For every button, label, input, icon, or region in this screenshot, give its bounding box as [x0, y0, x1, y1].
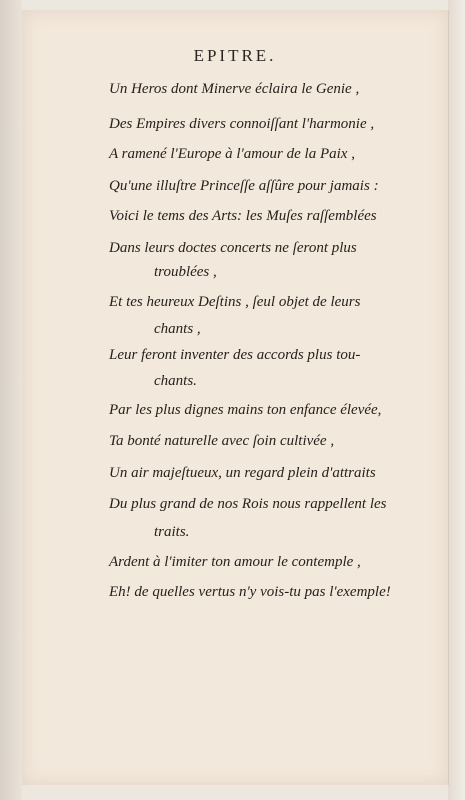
- page-edge: [448, 0, 465, 800]
- verse-line: Voici le tems des Arts: les Muſes raſſemblées: [109, 208, 377, 224]
- book-page: [22, 10, 449, 785]
- verse-line-continuation: chants.: [154, 373, 197, 389]
- verse-line: Et tes heureux Deſtins , ſeul objet de leurs: [109, 294, 361, 310]
- verse-line: Un air majeſtueux, un regard plein d'attraits: [109, 465, 376, 481]
- verse-line: A ramené l'Europe à l'amour de la Paix ,: [109, 146, 355, 162]
- verse-line: Un Heros dont Minerve éclaira le Genie ,: [109, 81, 360, 97]
- verse-line-continuation: chants ,: [154, 321, 201, 337]
- verse-line: Des Empires divers connoiſſant l'harmonie ,: [109, 116, 375, 132]
- verse-line-continuation: troublées ,: [154, 264, 217, 280]
- verse-line: Par les plus dignes mains ton enfance élevée,: [109, 402, 382, 418]
- verse-line: Ardent à l'imiter ton amour le contemple ,: [109, 554, 361, 570]
- verse-line-continuation: traits.: [154, 524, 190, 540]
- book-gutter: [0, 0, 22, 800]
- verse-line: Du plus grand de nos Rois nous rappellent les: [109, 496, 387, 512]
- verse-line: Ta bonté naturelle avec ſoin cultivée ,: [109, 433, 335, 449]
- page-heading: EPITRE.: [193, 46, 277, 65]
- verse-line: Leur feront inventer des accords plus tou-: [109, 347, 361, 363]
- verse-line: Dans leurs doctes concerts ne ſeront plus: [109, 240, 357, 256]
- verse-line: Qu'une illuſtre Princeſſe aſſûre pour jamais :: [109, 178, 379, 194]
- verse-line: Eh! de quelles vertus n'y vois-tu pas l'exemple!: [109, 584, 391, 600]
